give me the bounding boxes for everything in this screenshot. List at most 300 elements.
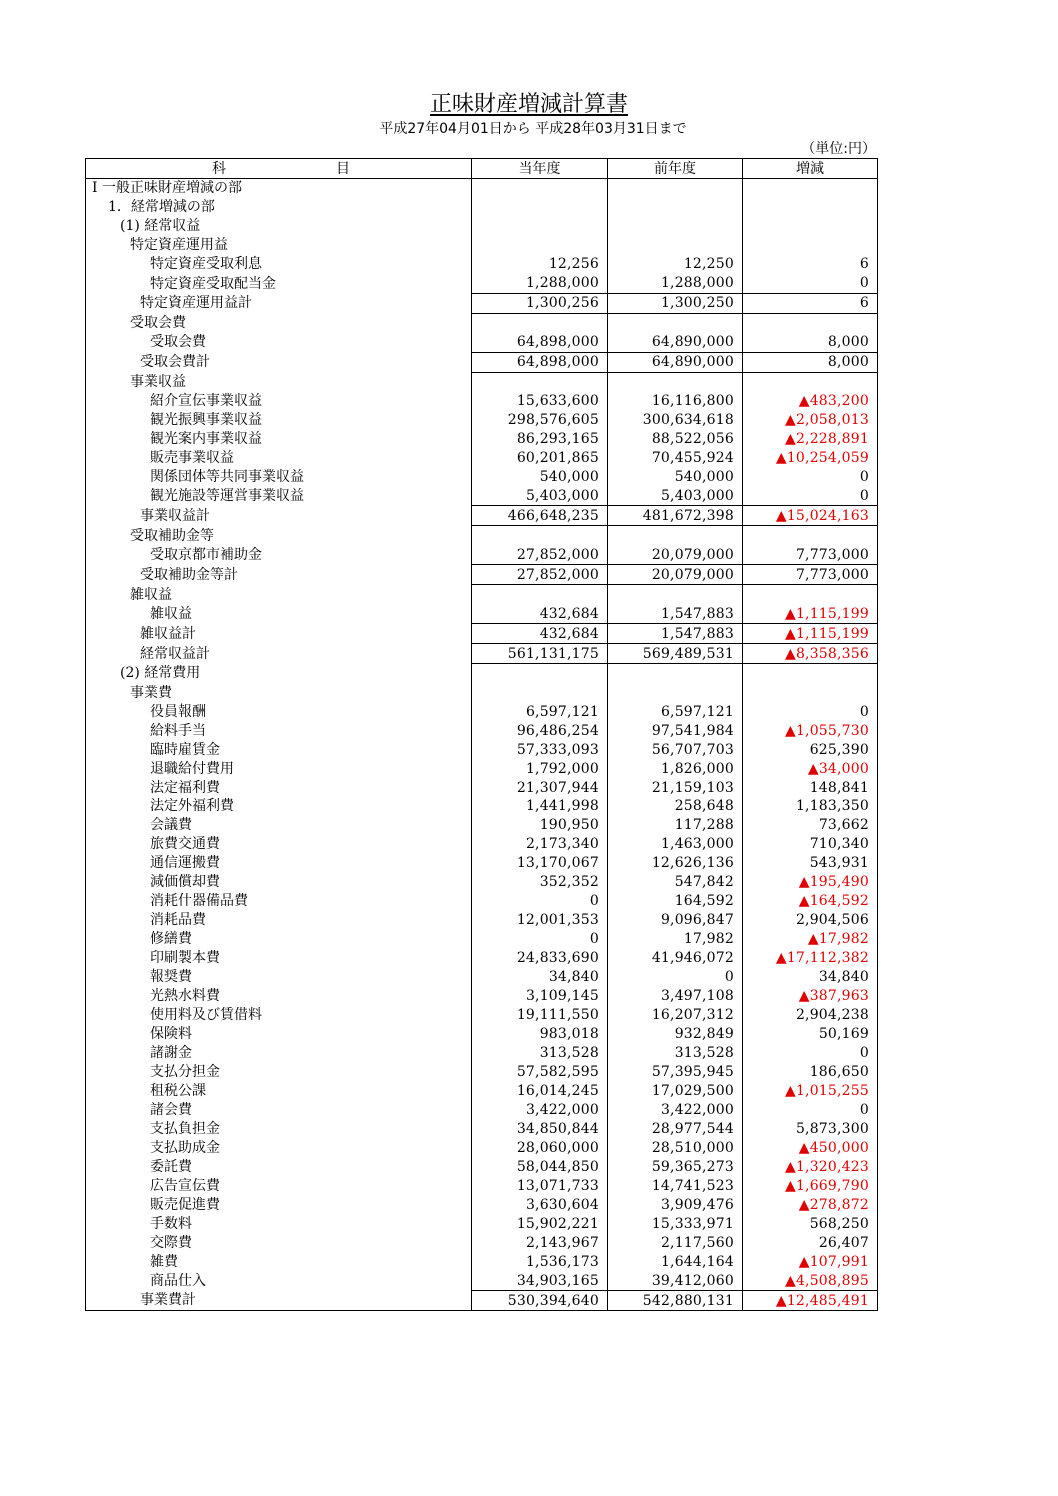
previous-year-value [608,198,743,217]
row-label: 関係団体等共同事業収益 [86,468,472,487]
statement-table [85,158,878,1311]
row-label: 減価償却費 [86,873,472,892]
row-label: I 一般正味財産増減の部 [86,179,472,198]
total-row [86,1291,878,1311]
change-value: 5,873,300 [743,1119,878,1138]
table-row [86,930,878,949]
table-row [86,1101,878,1120]
negative-amount: 34,000 [818,760,869,777]
negative-amount: 8,358,356 [795,645,869,662]
period: 平成27年04月01日から 平成28年03月31日まで [379,121,687,137]
previous-year-value: 1,288,000 [608,274,743,293]
table-row [86,1044,878,1063]
negative-triangle-icon: ▲ [798,393,810,410]
negative-amount: 483,200 [809,393,869,410]
negative-amount: 1,115,199 [795,605,869,622]
negative-triangle-icon: ▲ [784,605,796,622]
previous-year-value [608,313,743,332]
current-year-value: 13,170,067 [472,854,608,873]
change-value: 568,250 [743,1214,878,1233]
previous-year-value: 64,890,000 [608,333,743,352]
change-value [743,1138,878,1157]
change-value: 0 [743,274,878,293]
row-label: 事業収益 [86,372,472,391]
change-value [743,759,878,778]
table-row [86,392,878,411]
table-row [86,255,878,274]
current-year-value: 12,001,353 [472,911,608,930]
change-value: 0 [743,468,878,487]
table-row [86,702,878,721]
negative-triangle-icon: ▲ [807,760,819,777]
row-label: 受取補助金等 [86,526,472,545]
current-year-value: 16,014,245 [472,1082,608,1101]
row-label: 観光施設等運営事業収益 [86,487,472,506]
previous-year-value: 64,890,000 [608,352,743,372]
negative-amount: 164,592 [809,893,869,910]
previous-year-value: 70,455,924 [608,449,743,468]
current-year-value: 64,898,000 [472,352,608,372]
change-value [743,1271,878,1290]
previous-year-value: 540,000 [608,468,743,487]
change-value: 7,773,000 [743,565,878,585]
current-year-value [472,585,608,604]
previous-year-value: 20,079,000 [608,545,743,564]
change-value: 543,931 [743,854,878,873]
previous-year-value: 117,288 [608,816,743,835]
current-year-value: 27,852,000 [472,545,608,564]
row-label: 観光振興事業収益 [86,411,472,430]
change-value: 6 [743,255,878,274]
change-value: 0 [743,487,878,506]
current-year-value: 19,111,550 [472,1006,608,1025]
row-label: 受取京都市補助金 [86,545,472,564]
row-label: 特定資産受取配当金 [86,274,472,293]
previous-year-value: 542,880,131 [608,1291,743,1311]
change-value [743,873,878,892]
negative-triangle-icon: ▲ [775,950,787,967]
table-row [86,949,878,968]
total-row [86,565,878,585]
current-year-value: 313,528 [472,1044,608,1063]
current-year-value: 34,903,165 [472,1271,608,1290]
previous-year-value: 481,672,398 [608,506,743,526]
negative-triangle-icon: ▲ [784,1083,796,1100]
total-row [86,644,878,664]
table-row [86,740,878,759]
current-year-value [472,198,608,217]
current-year-value: 34,840 [472,968,608,987]
previous-year-value: 39,412,060 [608,1271,743,1290]
total-row [86,624,878,644]
current-year-value: 190,950 [472,816,608,835]
table-row [86,987,878,1006]
change-value [743,930,878,949]
previous-year-value: 1,463,000 [608,835,743,854]
current-year-value: 3,630,604 [472,1195,608,1214]
current-year-value: 1,288,000 [472,274,608,293]
negative-amount: 10,254,059 [786,450,869,467]
current-year-value: 352,352 [472,873,608,892]
change-value [743,313,878,332]
change-value: 26,407 [743,1233,878,1252]
table-row [86,1138,878,1157]
table-row [86,1214,878,1233]
current-year-value: 432,684 [472,624,608,644]
header-subject: 科 目 [86,159,472,179]
current-year-value: 466,648,235 [472,506,608,526]
current-year-value [472,236,608,255]
change-value: 8,000 [743,352,878,372]
previous-year-value: 59,365,273 [608,1157,743,1176]
row-label: 保険料 [86,1025,472,1044]
current-year-value: 58,044,850 [472,1157,608,1176]
change-value: 2,904,238 [743,1006,878,1025]
negative-amount: 107,991 [809,1253,869,1270]
negative-triangle-icon: ▲ [775,450,787,467]
table-row [86,333,878,352]
table-row [86,604,878,623]
previous-year-value: 17,982 [608,930,743,949]
current-year-value: 28,060,000 [472,1138,608,1157]
current-year-value: 57,582,595 [472,1063,608,1082]
previous-year-value: 6,597,121 [608,702,743,721]
row-label: 租税公課 [86,1082,472,1101]
row-label: 事業収益計 [86,506,472,526]
previous-year-value: 97,541,984 [608,721,743,740]
row-label: 支払分担金 [86,1063,472,1082]
table-row [86,1157,878,1176]
total-row [86,506,878,526]
current-year-value [472,526,608,545]
change-value: 8,000 [743,333,878,352]
negative-triangle-icon: ▲ [798,1253,810,1270]
table-row [86,468,878,487]
section-row [86,313,878,332]
table-row [86,1233,878,1252]
change-value [743,217,878,236]
negative-triangle-icon: ▲ [798,1196,810,1213]
current-year-value: 57,333,093 [472,740,608,759]
change-value: 186,650 [743,1063,878,1082]
previous-year-value: 569,489,531 [608,644,743,664]
section-row [86,585,878,604]
current-year-value [472,313,608,332]
row-label: 役員報酬 [86,702,472,721]
change-value [743,198,878,217]
previous-year-value: 17,029,500 [608,1082,743,1101]
previous-year-value [608,236,743,255]
change-value [743,892,878,911]
change-value: 148,841 [743,778,878,797]
change-value [743,1082,878,1101]
table-row [86,835,878,854]
negative-triangle-icon: ▲ [798,893,810,910]
change-value [743,683,878,702]
table-row [86,911,878,930]
section-row [86,179,878,198]
previous-year-value: 88,522,056 [608,430,743,449]
row-label: 雑収益 [86,604,472,623]
previous-year-value: 12,250 [608,255,743,274]
row-label: 特定資産運用益計 [86,293,472,313]
row-label: 旅費交通費 [86,835,472,854]
table-row [86,449,878,468]
row-label: 特定資産受取利息 [86,255,472,274]
change-value [743,1291,878,1311]
row-label: 経常収益計 [86,644,472,664]
unit-label: （単位:円） [801,141,876,157]
negative-amount: 1,015,255 [795,1083,869,1100]
change-value [743,506,878,526]
row-label: 受取補助金等計 [86,565,472,585]
previous-year-value: 1,826,000 [608,759,743,778]
previous-year-value: 57,395,945 [608,1063,743,1082]
current-year-value: 3,109,145 [472,987,608,1006]
section-row [86,217,878,236]
previous-year-value: 9,096,847 [608,911,743,930]
change-value: 625,390 [743,740,878,759]
change-value [743,526,878,545]
negative-triangle-icon: ▲ [784,645,796,662]
previous-year-value: 2,117,560 [608,1233,743,1252]
current-year-value: 1,300,256 [472,293,608,313]
previous-year-value: 164,592 [608,892,743,911]
negative-triangle-icon: ▲ [784,1158,796,1175]
negative-amount: 278,872 [809,1196,869,1213]
previous-year-value: 56,707,703 [608,740,743,759]
change-value: 1,183,350 [743,797,878,816]
current-year-value: 1,441,998 [472,797,608,816]
previous-year-value: 258,648 [608,797,743,816]
table-row [86,968,878,987]
negative-amount: 4,508,895 [795,1272,869,1289]
current-year-value [472,664,608,683]
current-year-value: 15,902,221 [472,1214,608,1233]
table-row [86,1252,878,1271]
negative-amount: 450,000 [809,1139,869,1156]
table-row [86,892,878,911]
negative-amount: 17,982 [818,931,869,948]
row-label: 印刷製本費 [86,949,472,968]
current-year-value: 561,131,175 [472,644,608,664]
row-label: 紹介宣伝事業収益 [86,392,472,411]
current-year-value: 298,576,605 [472,411,608,430]
negative-amount: 1,055,730 [795,722,869,739]
change-value [743,236,878,255]
change-value [743,372,878,391]
negative-triangle-icon: ▲ [784,1177,796,1194]
previous-year-value [608,179,743,198]
current-year-value: 6,597,121 [472,702,608,721]
current-year-value: 2,143,967 [472,1233,608,1252]
table-row [86,721,878,740]
negative-amount: 2,228,891 [795,431,869,448]
row-label: 臨時雇賃金 [86,740,472,759]
row-label: 諸会費 [86,1101,472,1120]
row-label: 事業費 [86,683,472,702]
table-row [86,1063,878,1082]
change-value [743,411,878,430]
negative-triangle-icon: ▲ [784,722,796,739]
table-row [86,1195,878,1214]
table-row [86,778,878,797]
previous-year-value: 1,547,883 [608,624,743,644]
previous-year-value: 5,403,000 [608,487,743,506]
negative-amount: 15,024,163 [786,507,869,524]
negative-triangle-icon: ▲ [784,412,796,429]
row-label: 雑収益 [86,585,472,604]
previous-year-value: 28,977,544 [608,1119,743,1138]
table-row [86,759,878,778]
current-year-value: 530,394,640 [472,1291,608,1311]
previous-year-value [608,526,743,545]
change-value [743,987,878,1006]
row-label: 商品仕入 [86,1271,472,1290]
row-label: 消耗什器備品費 [86,892,472,911]
section-row [86,683,878,702]
current-year-value: 64,898,000 [472,333,608,352]
row-label: 事業費計 [86,1291,472,1311]
previous-year-value [608,585,743,604]
negative-triangle-icon: ▲ [775,507,787,524]
row-label: 販売事業収益 [86,449,472,468]
current-year-value [472,683,608,702]
row-label: 消耗品費 [86,911,472,930]
negative-triangle-icon: ▲ [784,625,796,642]
current-year-value [472,217,608,236]
row-label: 修繕費 [86,930,472,949]
negative-triangle-icon: ▲ [798,988,810,1005]
current-year-value: 432,684 [472,604,608,623]
previous-year-value: 300,634,618 [608,411,743,430]
previous-year-value: 932,849 [608,1025,743,1044]
row-label: 法定福利費 [86,778,472,797]
current-year-value: 21,307,944 [472,778,608,797]
row-label: 給料手当 [86,721,472,740]
previous-year-value: 0 [608,968,743,987]
previous-year-value: 21,159,103 [608,778,743,797]
row-label: 特定資産運用益 [86,236,472,255]
change-value [743,664,878,683]
previous-year-value: 14,741,523 [608,1176,743,1195]
previous-year-value [608,217,743,236]
previous-year-value: 16,116,800 [608,392,743,411]
change-value [743,585,878,604]
previous-year-value: 3,497,108 [608,987,743,1006]
table-row [86,1176,878,1195]
row-label: 販売促進費 [86,1195,472,1214]
current-year-value [472,179,608,198]
previous-year-value: 20,079,000 [608,565,743,585]
row-label: 雑収益計 [86,624,472,644]
previous-year-value: 41,946,072 [608,949,743,968]
change-value [743,1252,878,1271]
header-row [86,159,878,179]
current-year-value: 13,071,733 [472,1176,608,1195]
change-value [743,644,878,664]
previous-year-value [608,372,743,391]
row-label: 観光案内事業収益 [86,430,472,449]
change-value [743,1176,878,1195]
previous-year-value: 547,842 [608,873,743,892]
negative-amount: 12,485,491 [786,1292,869,1309]
table-row [86,854,878,873]
negative-amount: 195,490 [809,874,869,891]
change-value [743,430,878,449]
previous-year-value: 1,644,164 [608,1252,743,1271]
row-label: 受取会費 [86,313,472,332]
row-label: 報奨費 [86,968,472,987]
table-row [86,873,878,892]
header-current-year: 当年度 [472,159,608,179]
change-value [743,721,878,740]
table-row [86,430,878,449]
section-row [86,372,878,391]
negative-triangle-icon: ▲ [775,1292,787,1309]
change-value [743,179,878,198]
current-year-value: 2,173,340 [472,835,608,854]
current-year-value: 1,536,173 [472,1252,608,1271]
previous-year-value: 16,207,312 [608,1006,743,1025]
change-value [743,449,878,468]
current-year-value: 27,852,000 [472,565,608,585]
current-year-value: 24,833,690 [472,949,608,968]
change-value: 50,169 [743,1025,878,1044]
row-label: 雑費 [86,1252,472,1271]
row-label: 受取会費計 [86,352,472,372]
negative-amount: 1,669,790 [795,1177,869,1194]
current-year-value: 540,000 [472,468,608,487]
current-year-value: 12,256 [472,255,608,274]
change-value: 0 [743,702,878,721]
previous-year-value: 28,510,000 [608,1138,743,1157]
change-value: 710,340 [743,835,878,854]
row-label: (2) 経常費用 [86,664,472,683]
row-label: 委託費 [86,1157,472,1176]
row-label: 広告宣伝費 [86,1176,472,1195]
total-row [86,293,878,313]
previous-year-value [608,664,743,683]
change-value [743,604,878,623]
row-label: 手数料 [86,1214,472,1233]
previous-year-value [608,683,743,702]
negative-amount: 1,115,199 [795,625,869,642]
current-year-value: 96,486,254 [472,721,608,740]
previous-year-value: 3,909,476 [608,1195,743,1214]
negative-amount: 1,320,423 [795,1158,869,1175]
current-year-value: 34,850,844 [472,1119,608,1138]
row-label: 通信運搬費 [86,854,472,873]
table-row [86,545,878,564]
table-row [86,1025,878,1044]
total-row [86,352,878,372]
current-year-value: 0 [472,892,608,911]
row-label: 支払負担金 [86,1119,472,1138]
table-row [86,487,878,506]
change-value: 2,904,506 [743,911,878,930]
change-value [743,392,878,411]
change-value: 6 [743,293,878,313]
previous-year-value: 12,626,136 [608,854,743,873]
table-row [86,816,878,835]
change-value: 7,773,000 [743,545,878,564]
change-value [743,1157,878,1176]
negative-triangle-icon: ▲ [784,1272,796,1289]
negative-amount: 387,963 [809,988,869,1005]
document-title: 正味財産増減計算書 [429,92,628,117]
negative-triangle-icon: ▲ [798,1139,810,1156]
